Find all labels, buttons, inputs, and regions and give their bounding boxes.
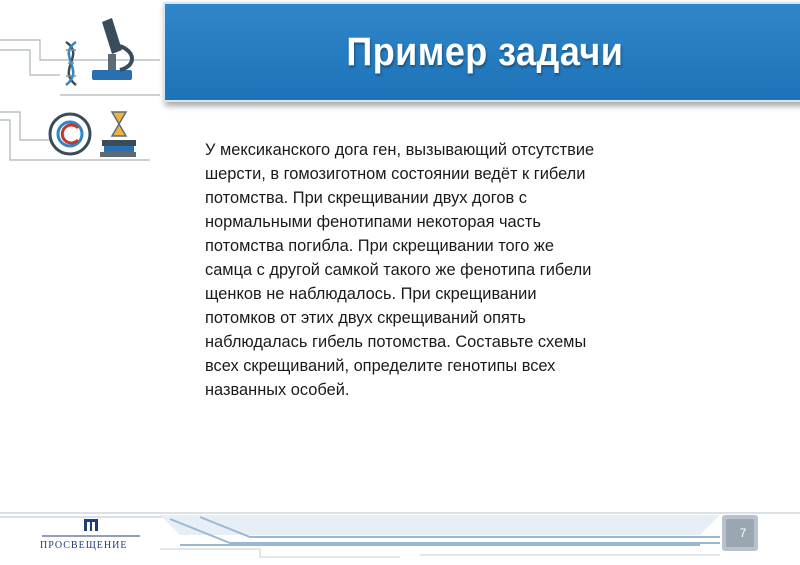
decorative-icons (0, 0, 165, 170)
slide-title: Пример задачи (346, 29, 623, 74)
copyright-icon (50, 114, 90, 154)
publisher-logo (36, 517, 146, 557)
books-icon (100, 140, 136, 157)
microscope-icon (92, 18, 132, 80)
dna-icon (66, 42, 76, 85)
hourglass-icon (112, 112, 126, 136)
title-banner (163, 2, 800, 102)
publisher-name: ПРОСВЕЩЕНИЕ (40, 540, 128, 551)
task-text: У мексиканского дога ген, вызывающий отсутствие шерсти, в гомозиготном состоянии ведёт к гибели потомства. При скрещивании двух догов с нормальными фенотипами некоторая часть потомства погибла. При скрещивании того же самца с другой самкой такого же фенотипа гибели щенков не наблюдалось. При скрещивании потомков от этих двух скрещиваний опять наблюдалась гибель потомства. Составьте схемы всех скрещиваний, определите генотипы всех названных особей. (205, 141, 595, 399)
page-number: 7 (739, 526, 747, 540)
